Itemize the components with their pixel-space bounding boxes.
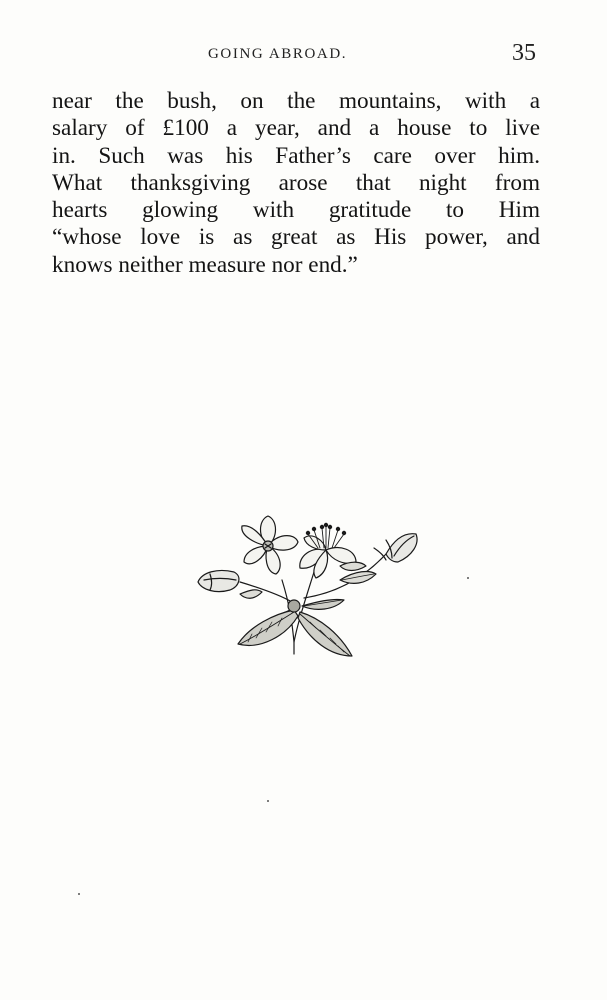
running-title: GOING ABROAD. xyxy=(208,46,348,62)
text-line: “whose love is as great as His power, and xyxy=(52,224,540,251)
floral-sprig-icon xyxy=(190,510,422,660)
paper-speck xyxy=(267,800,269,802)
running-head xyxy=(0,40,607,68)
paper-speck xyxy=(467,577,469,579)
text-line: What thanksgiving arose that night from xyxy=(52,169,540,196)
body-paragraph xyxy=(52,88,540,279)
text-line: knows neither measure nor end.” xyxy=(52,251,358,278)
text-line: hearts glowing with gratitude to Him xyxy=(52,197,540,224)
paper-speck xyxy=(78,893,80,895)
text-line: salary of £100 a year, and a house to live xyxy=(52,115,540,142)
text-line: in. Such was his Father’s care over him. xyxy=(52,142,540,169)
page-number: 35 xyxy=(512,40,536,66)
text-line: near the bush, on the mountains, with a xyxy=(52,88,540,114)
